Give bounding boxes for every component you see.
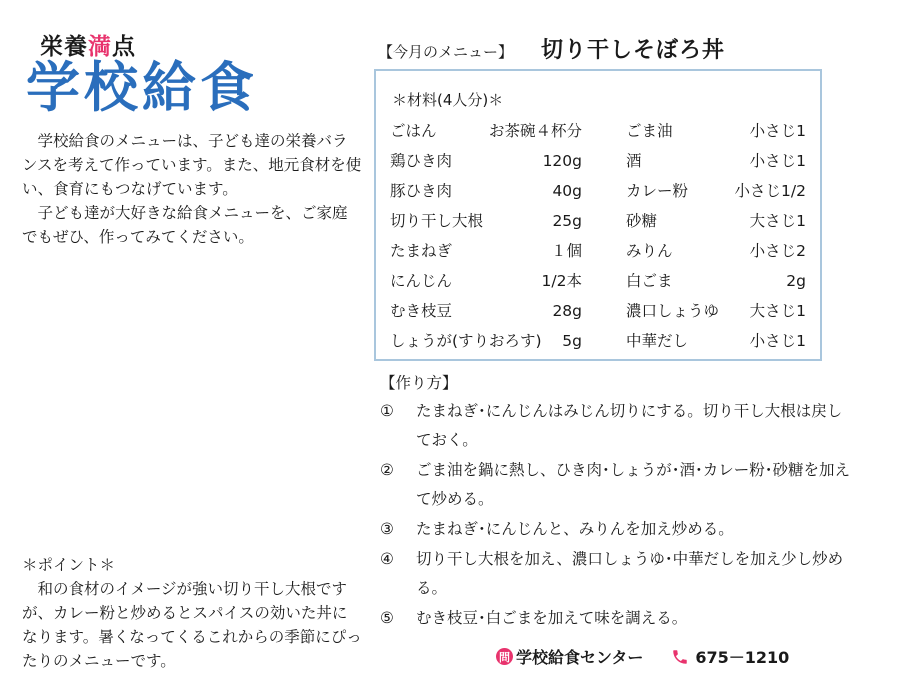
ingredient-amount: 1/2本 [541, 272, 582, 290]
point-body: 和の食材のイメージが強い切り干し大根ですが、カレー粉と炒めるとスパイスの効いた丼になります。暑くなってくるこれからの季節にぴったりのメニューです。 [22, 580, 362, 670]
ingredient-row [626, 206, 806, 236]
ingredient-row [390, 326, 582, 356]
step-text: たまねぎ･にんじんと、みりんを加え炒める。 [416, 520, 734, 538]
ingredient-row [626, 116, 806, 146]
ingredient-name: 酒 [626, 152, 642, 170]
ingredient-amount: 28g [552, 302, 582, 320]
inquiry-icon: 問 [496, 648, 513, 665]
ingredient-name: ごま油 [626, 122, 673, 140]
ingredient-row [626, 146, 806, 176]
ingredient-name: たまねぎ [390, 242, 453, 260]
ingredient-row [390, 236, 582, 266]
step-text: 切り干し大根を加え、濃口しょうゆ･中華だしを加え少し炒める。 [416, 550, 844, 597]
ingredients-right-column [626, 116, 806, 356]
ingredient-amount: 小さじ1 [749, 332, 806, 350]
ingredient-name: 鶏ひき肉 [390, 152, 453, 170]
step-number: ⑤ [380, 609, 394, 627]
intro-paragraph-2: 子ども達が大好きな給食メニューを、ご家庭でもぜひ、作ってみてください。 [22, 204, 348, 246]
ingredient-name: しょうが(すりおろす) [390, 332, 542, 350]
ingredient-row [626, 326, 806, 356]
ingredient-row [390, 206, 582, 236]
menu-tag: 【今月のメニュー】 [378, 43, 514, 61]
point-heading: ＊ポイント＊ [22, 556, 116, 574]
dish-name: 切り干しそぼろ丼 [541, 38, 726, 63]
ingredient-amount: 5g [562, 332, 582, 350]
ingredient-row [390, 176, 582, 206]
ingredient-amount: 小さじ1 [749, 152, 806, 170]
steps-title: 【作り方】 [380, 374, 458, 392]
ingredient-name: 豚ひき肉 [390, 182, 453, 200]
center-name: 学校給食センター [516, 648, 644, 667]
phone-number[interactable]: 675－1210 [695, 648, 790, 667]
page-title: 学校給食 [26, 56, 258, 119]
ingredient-amount: 大さじ1 [749, 212, 806, 230]
ingredient-name: ごはん [390, 122, 437, 140]
ingredient-row [626, 176, 806, 206]
ingredient-row [626, 266, 806, 296]
ingredient-name: カレー粉 [626, 182, 689, 200]
ingredient-name: 濃口しょうゆ [626, 302, 720, 320]
ingredient-amount: 小さじ2 [749, 242, 806, 260]
ingredient-amount: 120g [542, 152, 582, 170]
left-column [22, 28, 362, 249]
ingredient-amount: お茶碗４杯分 [488, 122, 582, 140]
ingredient-amount: 小さじ1/2 [734, 182, 806, 200]
ingredient-row [390, 266, 582, 296]
ingredient-row [390, 296, 582, 326]
ingredient-name: むき枝豆 [390, 302, 453, 320]
step-number: ④ [380, 550, 394, 568]
ingredient-name: みりん [626, 242, 673, 260]
menu-header [378, 33, 725, 64]
ingredient-amount: １個 [550, 242, 582, 260]
step-number: ② [380, 461, 394, 479]
ingredient-name: にんじん [390, 272, 453, 290]
step-number: ① [380, 402, 394, 420]
ingredients-box [374, 69, 822, 361]
ingredients-left-column [390, 116, 582, 356]
step-text: ごま油を鍋に熱し、ひき肉･しょうが･酒･カレー粉･砂糖を加えて炒める。 [416, 461, 851, 508]
ingredient-amount: 40g [552, 182, 582, 200]
intro-text [22, 129, 362, 249]
tagline-accent: 満 [88, 34, 112, 60]
ingredient-name: 中華だし [626, 332, 689, 350]
intro-paragraph-1: 学校給食のメニューは、子ども達の栄養バランスを考えて作っています。また、地元食材を使い、食育にもつなげています。 [22, 132, 362, 198]
steps-section [380, 371, 850, 634]
phone-icon [671, 648, 689, 666]
ingredients-title: ＊材料(4人分)＊ [392, 91, 504, 109]
ingredient-name: 砂糖 [626, 212, 658, 230]
step-text: たまねぎ･にんじんはみじん切りにする。切り干し大根は戻しておく。 [416, 402, 843, 449]
ingredient-row [390, 146, 582, 176]
ingredient-amount: 2g [786, 272, 806, 290]
footer-contact [496, 645, 789, 668]
ingredient-name: 白ごま [626, 272, 673, 290]
step-item [380, 515, 850, 544]
step-item [380, 456, 850, 514]
step-item [380, 545, 850, 603]
ingredient-amount: 小さじ1 [749, 122, 806, 140]
step-number: ③ [380, 520, 394, 538]
ingredient-amount: 25g [552, 212, 582, 230]
ingredient-row [390, 116, 582, 146]
ingredient-row [626, 296, 806, 326]
step-text: むき枝豆･白ごまを加えて味を調える。 [416, 609, 688, 627]
ingredient-name: 切り干し大根 [390, 212, 484, 230]
point-section [22, 553, 362, 673]
step-item [380, 604, 850, 633]
step-item [380, 397, 850, 455]
tagline-post: 点 [112, 34, 136, 60]
tagline-pre: 栄養 [40, 34, 88, 60]
ingredient-row [626, 236, 806, 266]
ingredient-amount: 大さじ1 [749, 302, 806, 320]
